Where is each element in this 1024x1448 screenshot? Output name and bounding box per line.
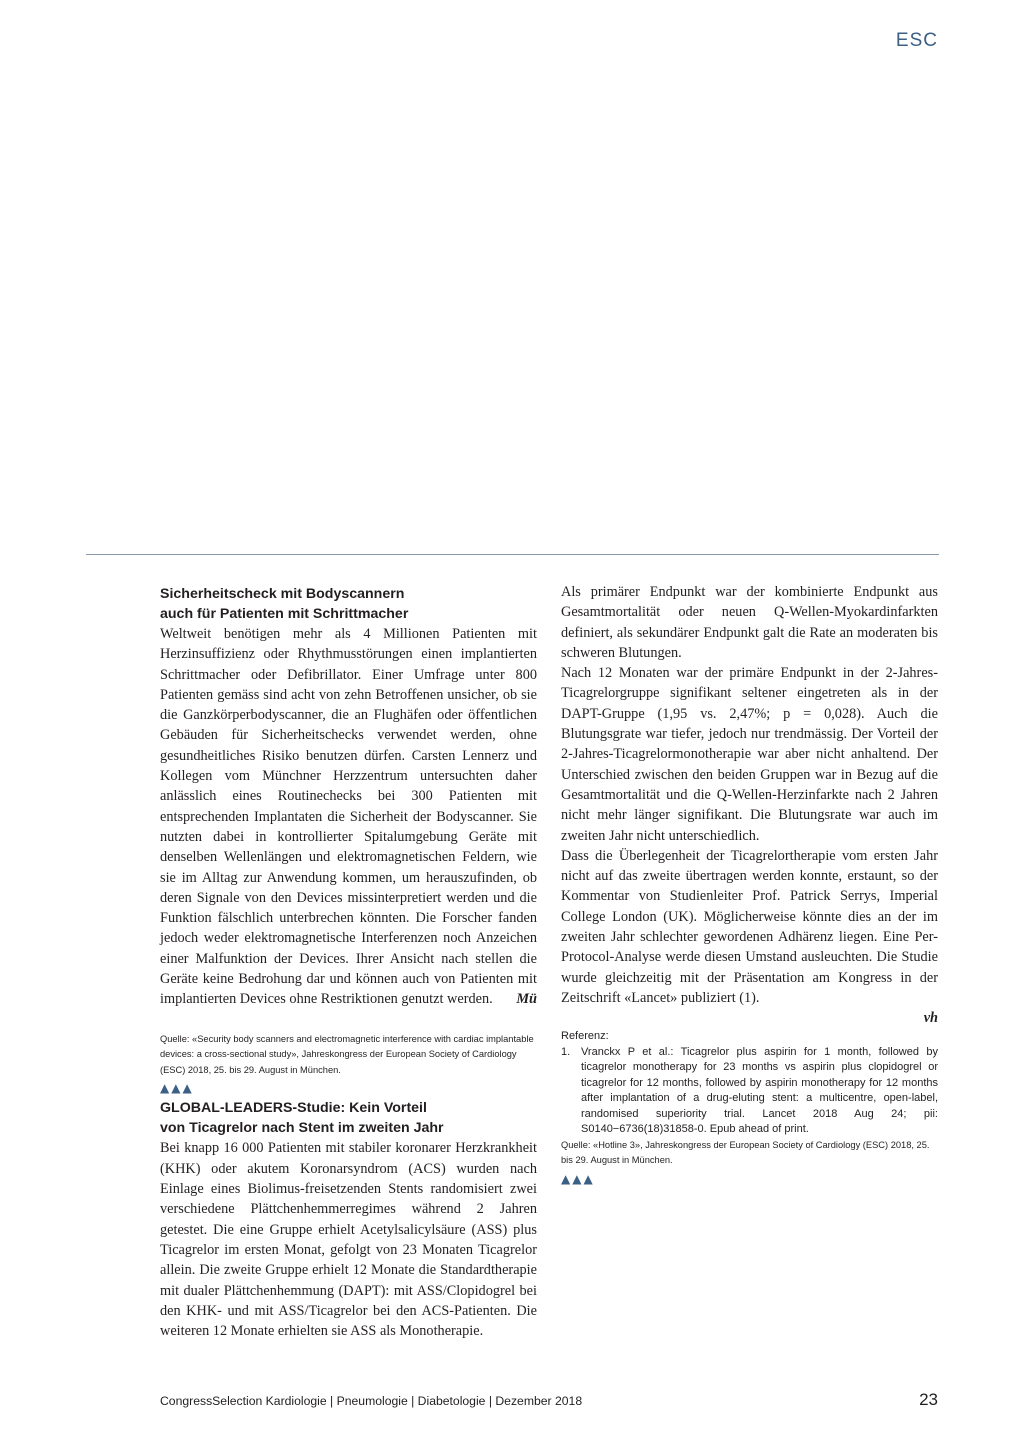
reference-item [561, 1045, 938, 1138]
article1-title-line2: auch für Patienten mit Schrittmacher [160, 606, 409, 622]
article1-author: Mü [516, 991, 537, 1008]
page-number: 23 [919, 1390, 938, 1409]
article2-para1: Bei knapp 16 000 Patienten mit stabiler koronarer Herzkrankheit (KHK) oder akutem Koronarsyndrom (ACS) wurden nach Einlage eines Biolimus-freisetzenden Stents randomisiert zwei verschiedene Plättchenhemmerregimes während 2 Jahren getestet. Die eine Gruppe erhielt Acetylsalicylsäure (ASS) plus Ticagrelor im ersten Monat, gefolgt von 23 Monaten Ticagrelor allein. Die zweite Gruppe erhielt 12 Monate die Standardtherapie mit dualer Plättchenhemmung (DAPT): mit ASS/Clopidogrel bei den KHK- und mit ASS/Ticagrelor bei den ACS-Patienten. Die weiteren 12 Monate erhielten sie ASS als Monotherapie. [160, 1140, 537, 1340]
separator-triangles-right: ▲▲▲ [561, 1171, 595, 1186]
article2-para4: Dass die Überlegenheit der Ticagrelortherapie vom ersten Jahr nicht auf das zweite übertragen werden konnte, erstaunt, so der Kommentar von Studienleiter Prof. Patrick Serrys, Imperial College London (UK). Möglicherweise könnte dies an der im zweiten Jahr schlechter gewordenen Adhärenz liegen. Eine Per-Protocol-Analyse werde diesen Umstand ausleuchten. Die Studie wurde gleichzeitig mit der Präsentation am Kongress in der Zeitschrift «Lancet» publiziert (1). [561, 847, 938, 1006]
reference-number: 1. [561, 1045, 571, 1058]
reference-text: Vranckx P et al.: Ticagrelor plus aspirin for 1 month, followed by ticagrelor monotherapy for 23 months vs aspirin plus clopidogrel or ticagrelor for 12 months, followed by aspirin monotherapy for 12 months after implantation of a drug-eluting stent: a multicentre, open-label, randomised superiority trial. Lancet 2018 Aug 24; pii: S0140−6736(18)31858-0. Epub ahead of print. [581, 1045, 938, 1136]
article1-title [160, 584, 537, 624]
reference-label: Referenz: [561, 1029, 609, 1042]
article1-body [160, 624, 537, 1010]
right-column [561, 582, 938, 1189]
article1-source: Quelle: «Security body scanners and electromagnetic interference with cardiac implantable devices: a cross-sectional study», Jahreskongress der European Society of Cardiology (ESC) 2018, 25. bis 29. August in München. [160, 1033, 534, 1075]
article1-title-line1: Sicherheitscheck mit Bodyscannern [160, 586, 405, 602]
article2-source: Quelle: «Hotline 3», Jahreskongress der European Society of Cardiology (ESC) 2018, 25. bis 29. August in München. [561, 1139, 930, 1166]
left-column [160, 584, 537, 1340]
article2-para2: Als primärer Endpunkt war der kombinierte Endpunkt aus Gesamtmortalität oder neuen Q-Wellen-Myokardinfarkten definiert, als sekundärer Endpunkt galt die Rate an moderaten bis schweren Blutungen. [561, 584, 938, 661]
footer-publication: CongressSelection Kardiologie | Pneumologie | Diabetologie | Dezember 2018 [160, 1394, 583, 1408]
section-tag: ESC [895, 30, 938, 51]
article2-title [160, 1098, 537, 1138]
separator-triangles-left: ▲▲▲ [160, 1081, 194, 1096]
article2-title-line2: von Ticagrelor nach Stent im zweiten Jahr [160, 1120, 444, 1137]
article1-body-text: Weltweit benötigen mehr als 4 Millionen Patienten mit Herzinsuffizienz oder Rhythmusstörungen einen implantierten Schrittmacher oder Defibrillator. Einer Umfrage unter 800 Patienten gemäss sind acht von zehn Betroffenen unsicher, ob sie die Ganzkörperbodyscanner, die an Flughäfen oder öffentlichen Gebäuden für Sicherheitschecks verwendet werden, ohne gesundheitliches Risiko benutzen dürfen. Carsten Lennerz und Kollegen vom Münchner Herzzentrum untersuchten daher anlässlich eines Routinechecks bei 300 Patienten mit entsprechenden Implantaten die Sicherheit der Bodyscanner. Sie nutzten dabei in kontrollierter Spitalumgebung Geräte mit denselben Wellenlängen und elektromagnetischen Feldern, wie sie im Alltag zur Anwendung kommen, um herauszufinden, ob deren Signale von den Devices missinterpretiert werden und die Funktion fälschlich unterbrechen könnten. Die Forscher fanden jedoch weder elektromagnetische Interferenzen noch Anzeichen einer Malfunktion der Devices. Ihrer Ansicht nach stellen die Geräte keine Bedrohung dar und können auch von Patienten mit implantierten Devices ohne Restriktionen genutzt werden. [160, 626, 537, 1008]
article2-title-line1: GLOBAL-LEADERS-Studie: Kein Vorteil [160, 1100, 427, 1117]
article2-author: vh [923, 1010, 938, 1027]
article2-para3: Nach 12 Monaten war der primäre Endpunkt in der 2-Jahres-Ticagrelorgruppe signifikant seltener eingetreten als in der DAPT-Gruppe (1,95 vs. 2,47%; p = 0,028). Auch die Blutungsgrate war tiefer, jedoch nur trendmässig. Der Vorteil der 2-Jahres-Ticagrelormonotherapie war aber nicht anhaltend. Der Unterschied zwischen den beiden Gruppen war in Bezug auf die Gesamtmortalität und die Q-Wellen-Herzinfarkte nach 2 Jahren nicht mehr länger signifikant. Die Blutungsrate war auch im zweiten Jahr nicht unterschiedlich. [561, 665, 938, 844]
divider-rule [86, 554, 939, 555]
